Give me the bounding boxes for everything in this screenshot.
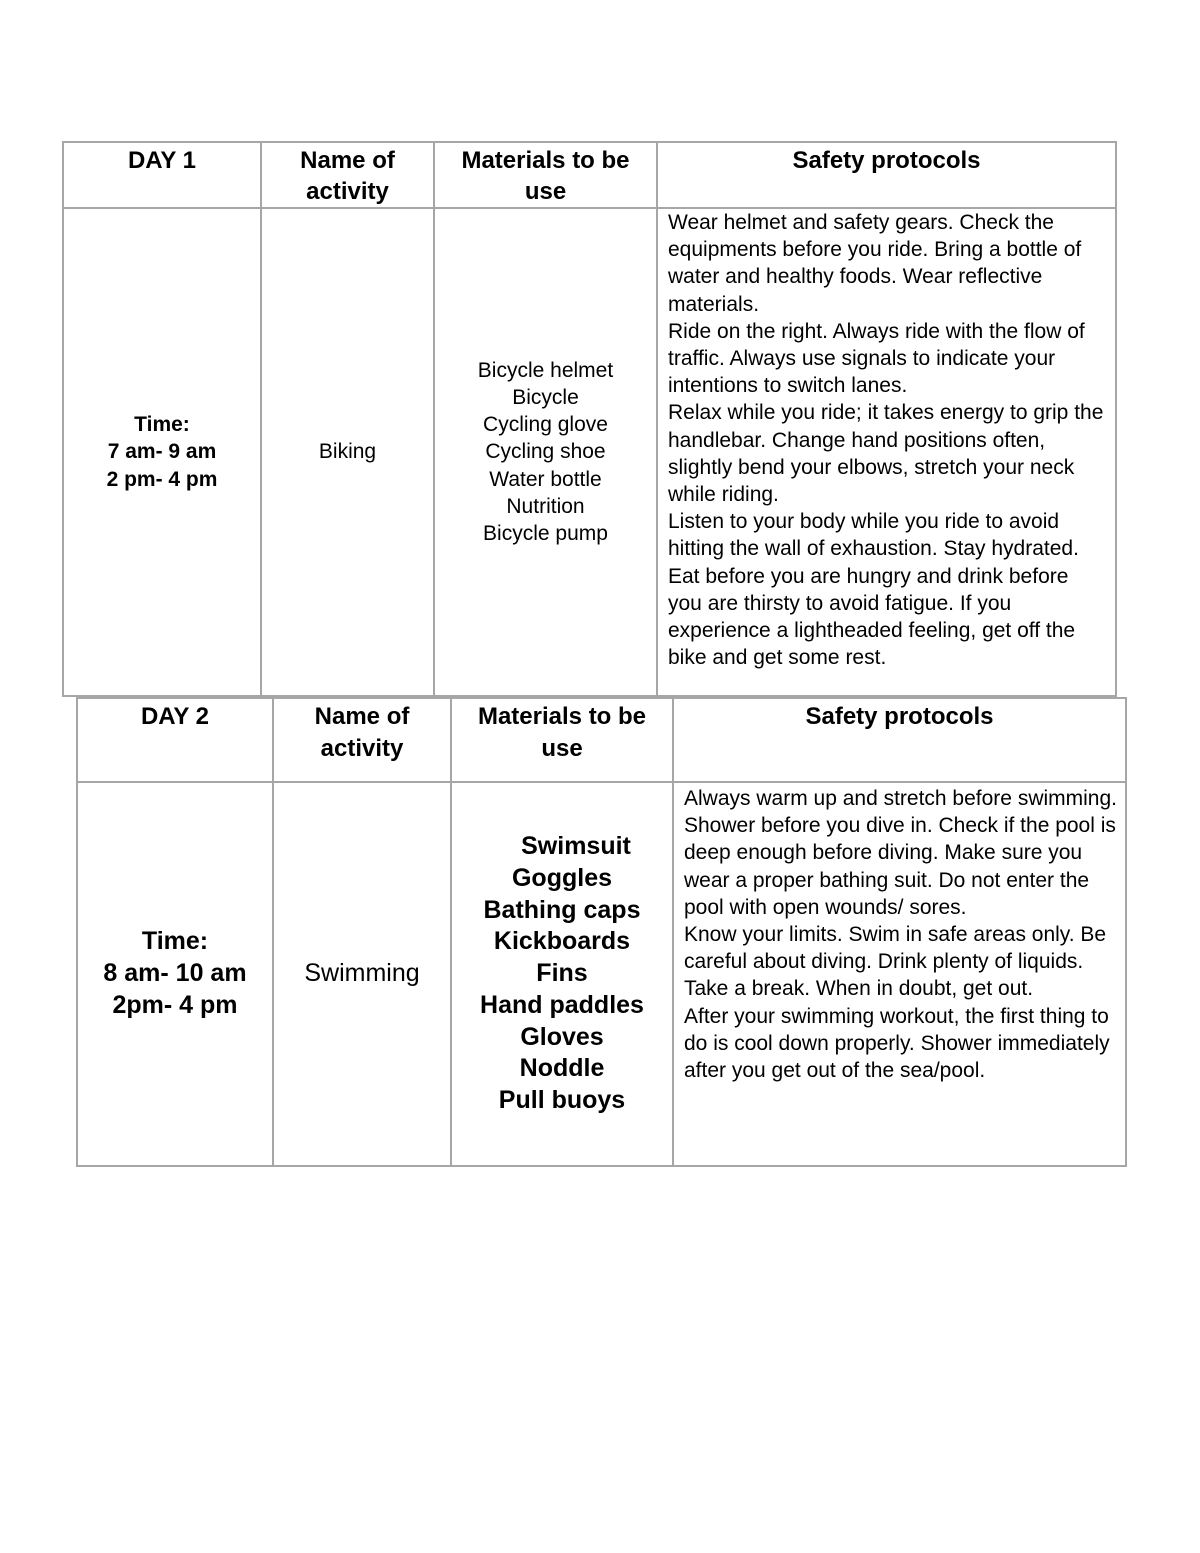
day2-header-materials: Materials to be use: [451, 698, 673, 782]
day2-material-item: Bathing caps: [483, 895, 641, 924]
day1-time-label: Time:: [134, 413, 190, 437]
day2-body-row: [77, 782, 1126, 1166]
day1-material-item: Bicycle: [512, 385, 579, 409]
day1-material-item: Cycling shoe: [485, 440, 606, 464]
day1-header-day: DAY 1: [63, 142, 261, 208]
day1-header-safety: Safety protocols: [657, 142, 1116, 208]
day1-activity-cell: Biking: [261, 208, 434, 696]
day1-time-morning: 7 am- 9 am: [107, 440, 217, 464]
day2-time-cell: [77, 782, 273, 1166]
day1-materials-cell: [434, 208, 657, 696]
day2-activity-cell: Swimming: [273, 782, 451, 1166]
day1-material-item: Bicycle helmet: [477, 358, 614, 382]
day2-material-item: Pull buoys: [498, 1086, 626, 1115]
day1-safety-paragraph: Ride on the right. Always ride with the flow of traffic. Always use signals to indicate your intentions to switch lanes.: [668, 319, 1085, 398]
day1-material-item: Water bottle: [489, 467, 602, 491]
day1-safety-paragraph: Wear helmet and safety gears. Check the equipments before you ride. Bring a bottle of water and healthy foods. Wear reflective materials.: [668, 211, 1082, 316]
day1-header-activity: Name of activity: [261, 142, 434, 208]
day1-header-row: [63, 142, 1116, 208]
day1-body-row: [63, 208, 1116, 696]
day2-time-afternoon: 2pm- 4 pm: [112, 990, 238, 1019]
day2-material-item: Swimsuit: [521, 831, 631, 860]
day2-header-activity: Name of activity: [273, 698, 451, 782]
day1-safety-paragraph: Listen to your body while you ride to avoid hitting the wall of exhaustion. Stay hydrated. Eat before you are hungry and drink before you are thirsty to avoid fatigue. If you experience a lightheaded feeling, get off the bike and get some rest.: [668, 510, 1079, 670]
day2-material-item: Goggles: [511, 863, 612, 892]
day1-material-item: Cycling glove: [483, 413, 608, 437]
day2-material-item: Gloves: [520, 1022, 604, 1051]
day1-table: [62, 141, 1117, 697]
day1-time-cell: [63, 208, 261, 696]
day2-time-label: Time:: [141, 927, 209, 956]
day1-header-materials: Materials to be use: [434, 142, 657, 208]
day2-materials-cell: [451, 782, 673, 1166]
day1-material-item: Nutrition: [506, 494, 585, 518]
day2-header-safety: Safety protocols: [673, 698, 1126, 782]
day2-time-morning: 8 am- 10 am: [103, 959, 247, 988]
day2-safety-paragraph: Know your limits. Swim in safe areas only. Be careful about diving. Drink plenty of liquids. Take a break. When in doubt, get out.: [684, 923, 1107, 1001]
day2-safety-paragraph: After your swimming workout, the first thing to do is cool down properly. Shower immediately after you get out of the sea/pool.: [684, 1004, 1110, 1083]
day2-safety-cell: [673, 782, 1126, 1166]
day2-material-item: Kickboards: [493, 927, 631, 956]
day1-time-afternoon: 2 pm- 4 pm: [106, 467, 218, 491]
day1-safety-paragraph: Relax while you ride; it takes energy to grip the handlebar. Change hand positions often, slightly bend your elbows, stretch your neck while riding.: [668, 401, 1104, 507]
day1-safety-cell: [657, 208, 1116, 696]
day2-material-item: Fins: [536, 959, 588, 988]
day2-material-item: Hand paddles: [480, 990, 644, 1019]
day2-header-day: DAY 2: [77, 698, 273, 782]
day2-safety-paragraph: Always warm up and stretch before swimming. Shower before you dive in. Check if the pool is deep enough before diving. Make sure you wear a proper bathing suit. Do not enter the pool with open wounds/ sores.: [684, 787, 1117, 919]
day2-table: [76, 697, 1127, 1167]
day1-material-item: Bicycle pump: [483, 522, 608, 545]
day2-material-item: Noddle: [519, 1054, 605, 1083]
day2-header-row: [77, 698, 1126, 782]
